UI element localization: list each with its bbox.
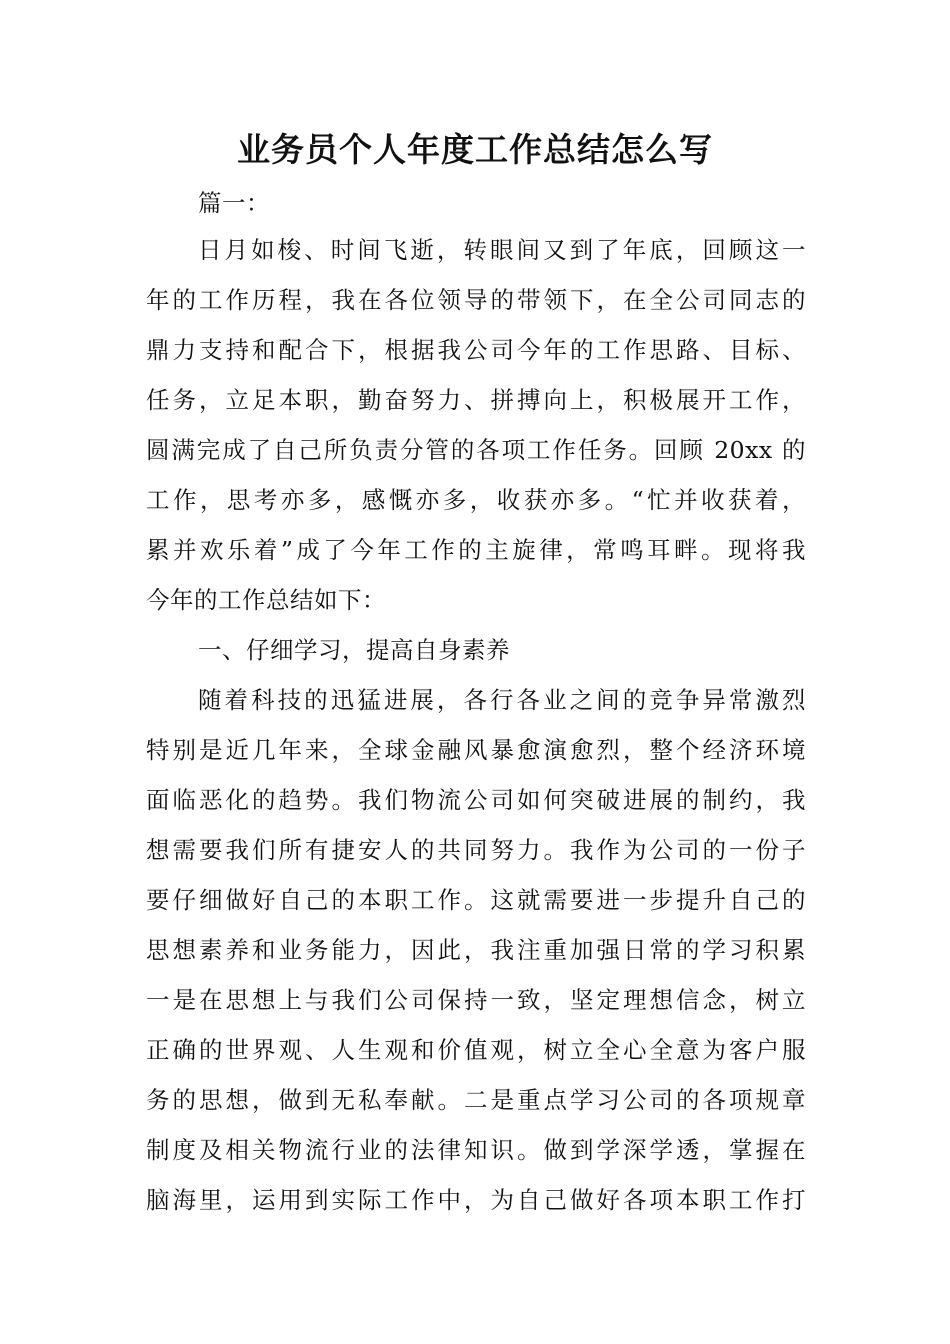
paragraph-line: 务的思想，做到无私奉献。二是重点学习公司的各项规章: [146, 1086, 806, 1114]
subheading: 一、仔细学习，提高自身素养: [198, 636, 510, 664]
paragraph-line: 正确的世界观、人生观和价值观，树立全心全意为客户服: [146, 1036, 806, 1064]
section-heading: 篇一：: [198, 189, 270, 217]
paragraph-line: 随着科技的迅猛进展，各行各业之间的竞争异常激烈: [198, 686, 806, 714]
paragraph-line: 特别是近几年来，全球金融风暴愈演愈烈，整个经济环境: [146, 736, 806, 764]
paragraph-line: 任务，立足本职，勤奋努力、拼搏向上，积极展开工作，: [146, 386, 806, 414]
paragraph-line: 工作，思考亦多，感慨亦多，收获亦多。“忙并收获着，: [146, 486, 806, 514]
paragraph-line: 圆满完成了自己所负责分管的各项工作任务。回顾 20xx 的: [146, 436, 806, 464]
paragraph-line: 制度及相关物流行业的法律知识。做到学深学透，掌握在: [146, 1136, 806, 1164]
paragraph-line: 今年的工作总结如下：: [146, 586, 386, 614]
paragraph-line: 面临恶化的趋势。我们物流公司如何突破进展的制约，我: [146, 786, 806, 814]
document-title: 业务员个人年度工作总结怎么写: [237, 130, 713, 169]
paragraph-line: 要仔细做好自己的本职工作。这就需要进一步提升自己的: [146, 886, 806, 914]
paragraph-line: 一是在思想上与我们公司保持一致，坚定理想信念，树立: [146, 986, 806, 1014]
paragraph-line: 思想素养和业务能力，因此，我注重加强日常的学习积累: [146, 936, 806, 964]
paragraph-line: 想需要我们所有捷安人的共同努力。我作为公司的一份子: [146, 836, 806, 864]
paragraph-line: 脑海里，运用到实际工作中，为自己做好各项本职工作打: [146, 1186, 806, 1214]
paragraph-line: 鼎力支持和配合下，根据我公司今年的工作思路、目标、: [146, 336, 806, 364]
paragraph-line: 年的工作历程，我在各位领导的带领下，在全公司同志的: [146, 286, 806, 314]
paragraph-line: 累并欢乐着”成了今年工作的主旋律，常鸣耳畔。现将我: [146, 536, 806, 564]
paragraph-line: 日月如梭、时间飞逝，转眼间又到了年底，回顾这一: [198, 236, 806, 264]
